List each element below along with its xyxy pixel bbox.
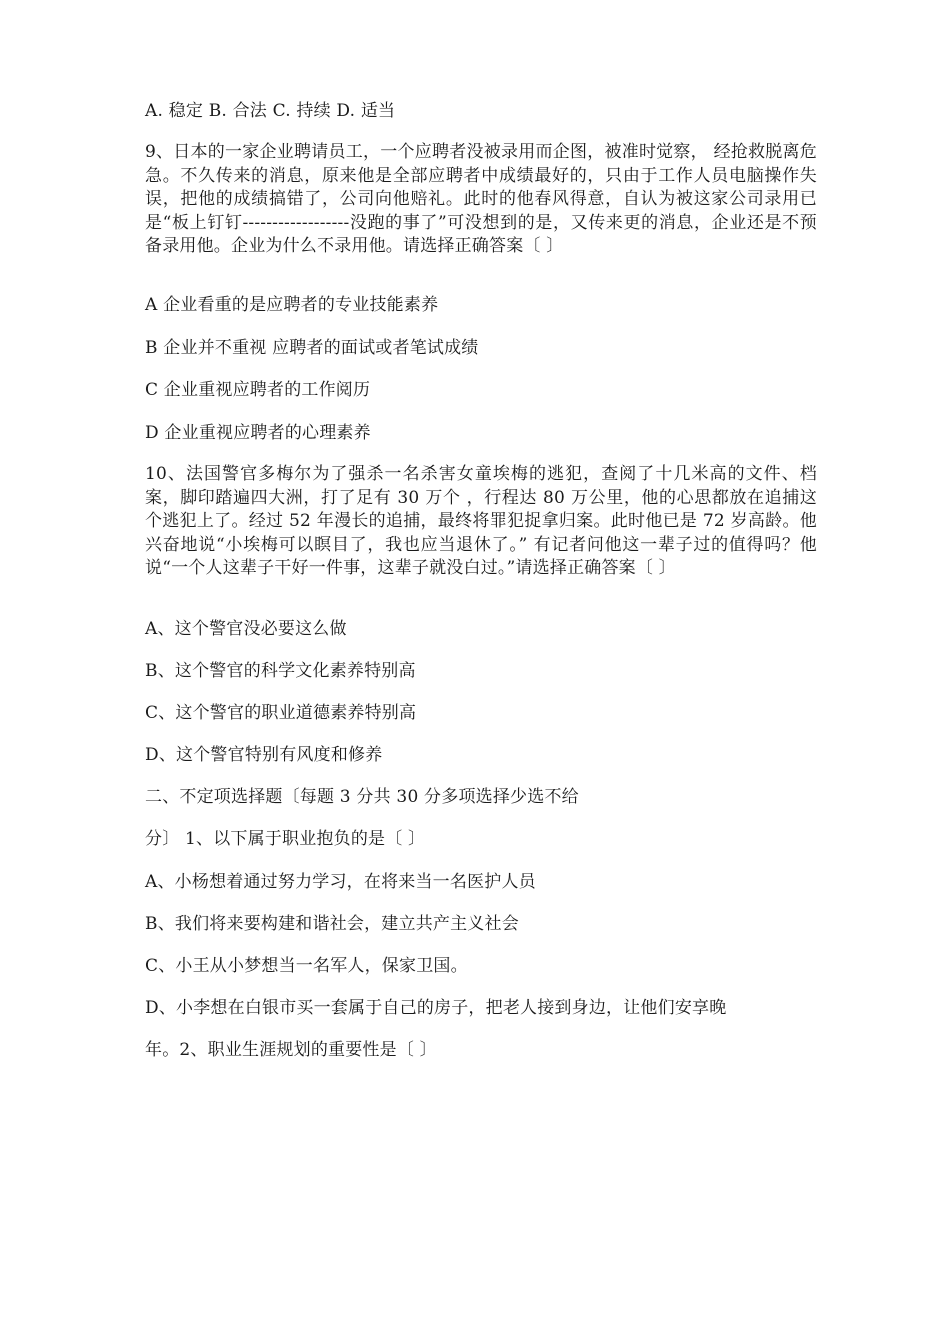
s2q1-option-d: D、小李想在白银市买一套属于自己的房子，把老人接到身边，让他们安享晚 [145,998,727,1018]
q10-option-d: D、这个警官特别有风度和修养 [145,745,383,765]
q10-option-a: A、这个警官没必要这么做 [145,619,347,639]
section-2-question-2: 年。2、职业生涯规划的重要性是〔 〕 [145,1040,437,1060]
q10-stem: 10、法国警官多梅尔为了强杀一名杀害女童埃梅的逃犯，查阅了十几米高的文件、档案，脚印踏遍四大洲，打了足有 30 万个 ，行程达 80 万公里，他的心思都放在追捕这个逃犯上了。经过 52 年漫长的追捕，最终将罪犯捉拿归案。此时他已是 72 岁高龄。他兴奋地说“小埃梅可以瞑目了，我也应当退休了。” 有记者问他这一辈子过的值得吗？他说“一个人这辈子干好一件事，这辈子就没白过。”请选择正确答案〔 〕 [145,464,817,578]
s2q1-option-a: A、小杨想着通过努力学习，在将来当一名医护人员 [145,872,536,892]
q9-option-c: C 企业重视应聘者的工作阅历 [145,380,371,400]
section-2-heading: 二、不定项选择题〔每题 3 分共 30 分多项选择少选不给 [145,787,579,807]
q8-options: A. 稳定 B. 合法 C. 持续 D. 适当 [145,101,396,121]
q10-option-b: B、这个警官的科学文化素养特别高 [145,661,416,681]
q9-stem: 9、日本的一家企业聘请员工，一个应聘者没被录用而企图，被准时觉察， 经抢救脱离危急。不久传来的消息，原来他是全部应聘者中成绩最好的，只由于工作人员电脑操作失误，把他的成绩搞错了，公司向他赔礼。此时的他春风得意，自认为被这家公司录用已是“板上钉钉------------------没跑的事了”可没想到的是，又传来更的消息，企业还是不预备录用他。企业为什么不录用他。请选择正确答案〔 〕 [145,142,817,256]
q10-option-c: C、这个警官的职业道德素养特别高 [145,703,417,723]
q9-option-d: D 企业重视应聘者的心理素养 [145,423,371,443]
q9-option-b: B 企业并不重视 应聘者的面试或者笔试成绩 [145,338,479,358]
section-2-question-1: 分〕 1、以下属于职业抱负的是〔 〕 [145,829,426,849]
s2q1-option-c: C、小王从小梦想当一名军人，保家卫国。 [145,956,468,976]
s2q1-option-b: B、我们将来要构建和谐社会，建立共产主义社会 [145,914,519,934]
q9-option-a: A 企业看重的是应聘者的专业技能素养 [145,295,439,315]
